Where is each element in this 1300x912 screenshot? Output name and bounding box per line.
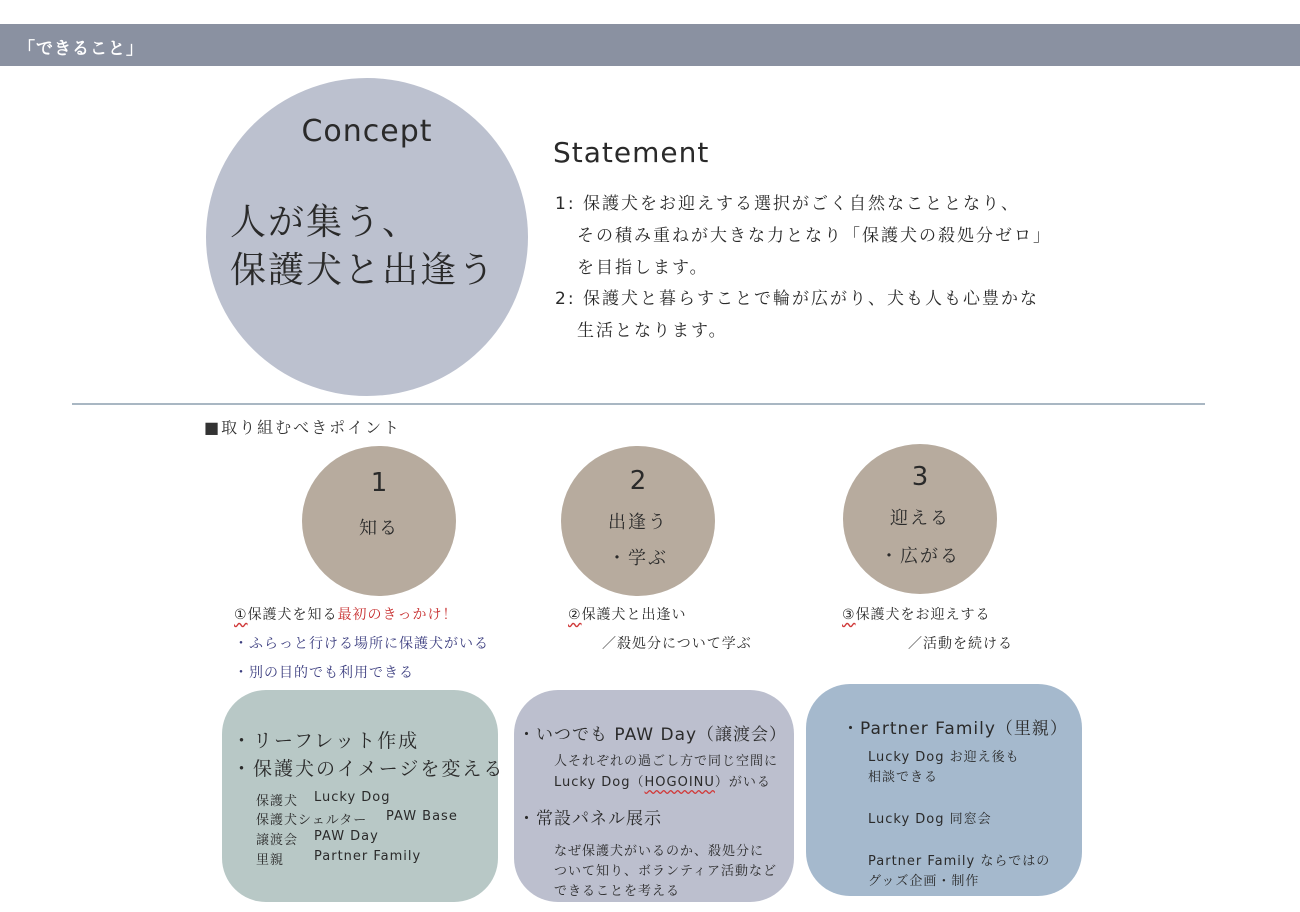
card2-sub-1: 人それぞれの過ごし方で同じ空間に: [554, 754, 779, 769]
card2-sub-2-mark: HOGOINU: [644, 775, 715, 790]
step2-note: [568, 604, 687, 624]
concept-line-1: 人が集う、: [230, 202, 421, 243]
header-bar: [0, 24, 1300, 66]
card1-term-4: 里親: [256, 853, 285, 868]
card1-term-1: 保護犬: [256, 794, 299, 809]
card-partner-family: [806, 684, 1082, 896]
concept-line-2: 保護犬と出逢う: [230, 250, 497, 291]
statement-line-4: 2: 保護犬と暮らすことで輪が広がり、犬も人も心豊かな: [555, 289, 1039, 309]
section-divider: [72, 403, 1205, 405]
card1-value-1: Lucky Dog: [314, 790, 391, 805]
card2-title-2: ・常設パネル展示: [518, 809, 662, 829]
step-number: 3: [911, 462, 929, 492]
step-label: 知る: [359, 518, 399, 539]
card1-term-3: 譲渡会: [256, 833, 299, 848]
concept-label: Concept: [301, 114, 433, 149]
step1-marker: ①: [234, 607, 248, 623]
step-label-sub: ・学ぶ: [608, 548, 668, 569]
step1-note-text: 保護犬を知る: [247, 607, 338, 623]
step1-bullet-1: ・ふらっと行ける場所に保護犬がいる: [234, 636, 489, 652]
step-circle-3: [843, 444, 997, 594]
statement-line-1: 1: 保護犬をお迎えする選択がごく自然なこととなり、: [555, 194, 1020, 214]
page-title: 「できること」: [18, 39, 144, 59]
step3-note-text: 保護犬をお迎えする: [855, 607, 991, 623]
step2-marker: ②: [568, 607, 582, 623]
step2-note-line2: ／殺処分について学ぶ: [602, 636, 752, 652]
step-circle-2: [561, 446, 715, 596]
step-label: 迎える: [890, 508, 950, 529]
card1-value-2: PAW Base: [386, 809, 458, 824]
step3-marker: ③: [842, 607, 856, 623]
card3-sub-2: 相談できる: [868, 770, 939, 785]
card3-sub-4: Partner Family ならではの: [868, 854, 1051, 869]
step-number: 2: [629, 466, 647, 496]
card2-title-1: ・いつでも PAW Day（譲渡会）: [518, 725, 788, 745]
card2-sub-2-post: ）がいる: [714, 775, 771, 790]
step-circle-1: [302, 446, 456, 596]
card2-sub-5: できることを考える: [554, 884, 681, 899]
step2-note-text: 保護犬と出逢い: [581, 607, 687, 623]
card1-title-2: ・保護犬のイメージを変える: [232, 758, 505, 780]
card1-title-1: ・リーフレット作成: [232, 730, 420, 752]
concept-circle: [206, 78, 528, 396]
step1-highlight: 最初のきっかけ！: [337, 607, 458, 623]
step1-note: [234, 604, 458, 624]
step-label: 出逢う: [608, 512, 668, 533]
card1-value-3: PAW Day: [314, 829, 379, 844]
step-label-sub: ・広がる: [880, 546, 960, 567]
card3-sub-1: Lucky Dog お迎え後も: [868, 750, 1020, 765]
card3-sub-5: グッズ企画・制作: [868, 874, 980, 889]
points-heading: ■取り組むべきポイント: [204, 418, 402, 437]
step3-note: [842, 604, 991, 624]
card1-value-4: Partner Family: [314, 849, 422, 864]
step-number: 1: [370, 468, 388, 498]
card2-sub-3: なぜ保護犬がいるのか、殺処分に: [554, 844, 765, 859]
step3-note-line2: ／活動を続ける: [908, 636, 1013, 652]
step1-bullet-2: ・別の目的でも利用できる: [234, 665, 414, 681]
card3-sub-3: Lucky Dog 同窓会: [868, 812, 992, 827]
card2-sub-2: [554, 771, 771, 790]
card-paw-day: [514, 690, 794, 902]
statement-title: Statement: [553, 136, 710, 169]
card2-sub-4: ついて知り、ボランティア活動など: [554, 864, 777, 879]
statement-line-5: 生活となります。: [577, 321, 728, 341]
card3-title-1: ・Partner Family（里親）: [842, 719, 1068, 739]
card1-term-2: 保護犬シェルター: [256, 813, 368, 828]
statement-line-2: その積み重ねが大きな力となり「保護犬の殺処分ゼロ」: [577, 226, 1052, 246]
card2-sub-2-pre: Lucky Dog（: [554, 775, 645, 790]
statement-line-3: を目指します。: [577, 258, 709, 278]
card-leaflet: [222, 690, 505, 902]
